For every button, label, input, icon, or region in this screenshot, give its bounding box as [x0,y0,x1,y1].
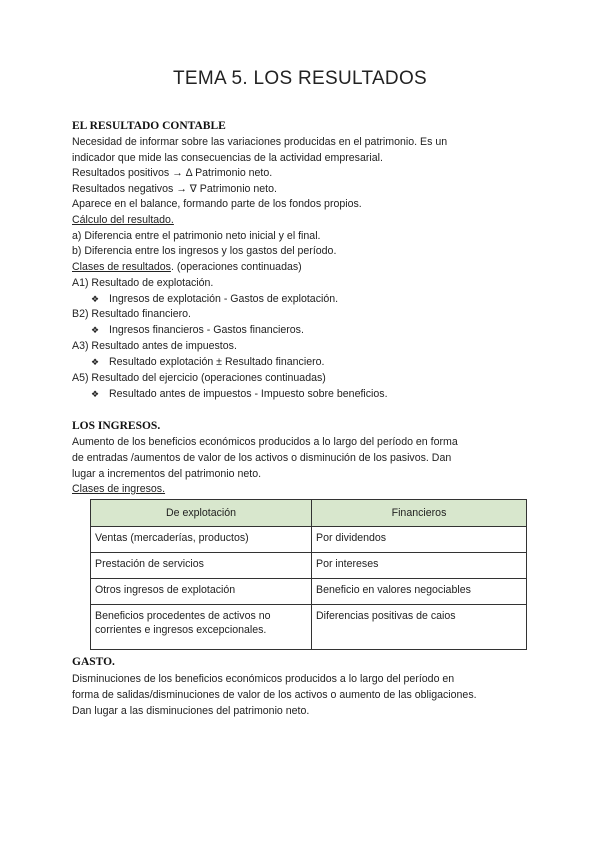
paragraph-line: Resultados positivos → Δ Patrimonio neto. [72,167,273,179]
paragraph-line: lugar a incrementos del patrimonio neto. [72,468,262,480]
table-row [91,605,527,650]
table-row [91,579,527,605]
bullet-text: Ingresos de explotación - Gastos de explotación. [109,293,339,305]
section-heading-gasto: GASTO. [72,656,115,668]
table-cell: Prestación de servicios [91,553,312,579]
table-cell: Otros ingresos de explotación [91,579,312,605]
list-item: B2) Resultado financiero. [72,308,191,320]
paragraph-line: Necesidad de informar sobre las variaciones producidas en el patrimonio. Es un [72,136,448,148]
paragraph-line: Resultados negativos → ∇ Patrimonio neto. [72,183,277,195]
table-header-row [91,500,527,527]
paragraph-line: b) Diferencia entre los ingresos y los gastos del período. [72,245,337,257]
paragraph-line: de entradas /aumentos de valor de los activos o disminución de los pasivos. Dan [72,452,452,464]
list-item: A1) Resultado de explotación. [72,277,214,289]
bullet-item [91,387,388,403]
paragraph-line: Disminuciones de los beneficios económicos producidos a lo largo del período en [72,673,455,685]
diamond-bullet-icon: ❖ [91,357,100,367]
paragraph-line: Dan lugar a las disminuciones del patrimonio neto. [72,705,310,717]
section-heading-ingresos: LOS INGRESOS. [72,420,161,432]
table-cell: Ventas (mercaderías, productos) [91,527,312,553]
bullet-item [91,292,338,308]
subheading-calculo: Cálculo del resultado. [72,214,174,226]
subheading-clases-resultados [72,260,302,276]
table-cell: Por intereses [312,553,527,579]
bullet-text: Ingresos financieros - Gastos financieros. [109,324,304,336]
table-header-explotacion: De explotación [91,500,312,527]
classes-heading-suffix: . (operaciones continuadas) [170,261,302,273]
paragraph-line: a) Diferencia entre el patrimonio neto inicial y el final. [72,230,321,242]
table-cell: Beneficios procedentes de activos no corrientes e ingresos excepcionales. [91,605,312,650]
bullet-text: Resultado explotación ± Resultado financiero. [109,356,325,368]
diamond-bullet-icon: ❖ [91,325,100,335]
paragraph-line: indicador que mide las consecuencias de la actividad empresarial. [72,152,383,164]
table-cell: Diferencias positivas de caios [312,605,527,650]
diamond-bullet-icon: ❖ [91,294,100,304]
table-cell: Por dividendos [312,527,527,553]
section-heading-resultado: EL RESULTADO CONTABLE [72,120,226,132]
table-row [91,553,527,579]
bullet-text: Resultado antes de impuestos - Impuesto sobre beneficios. [109,388,388,400]
table-header-financieros: Financieros [312,500,527,527]
table-row [91,527,527,553]
table-cell: Beneficio en valores negociables [312,579,527,605]
classes-heading-text: Clases de resultados [72,261,171,273]
subheading-clases-ingresos: Clases de ingresos. [72,483,166,495]
ingresos-table [90,499,527,650]
bullet-item [91,355,324,371]
paragraph-line: Aumento de los beneficios económicos producidos a lo largo del período en forma [72,436,458,448]
diamond-bullet-icon: ❖ [91,389,100,399]
paragraph-line: forma de salidas/disminuciones de valor de los activos o aumento de las obligaciones. [72,689,477,701]
paragraph-line: Aparece en el balance, formando parte de los fondos propios. [72,198,362,210]
bullet-item [91,323,304,339]
list-item: A5) Resultado del ejercicio (operaciones continuadas) [72,372,326,384]
list-item: A3) Resultado antes de impuestos. [72,340,237,352]
page-title: TEMA 5. LOS RESULTADOS [172,68,428,89]
